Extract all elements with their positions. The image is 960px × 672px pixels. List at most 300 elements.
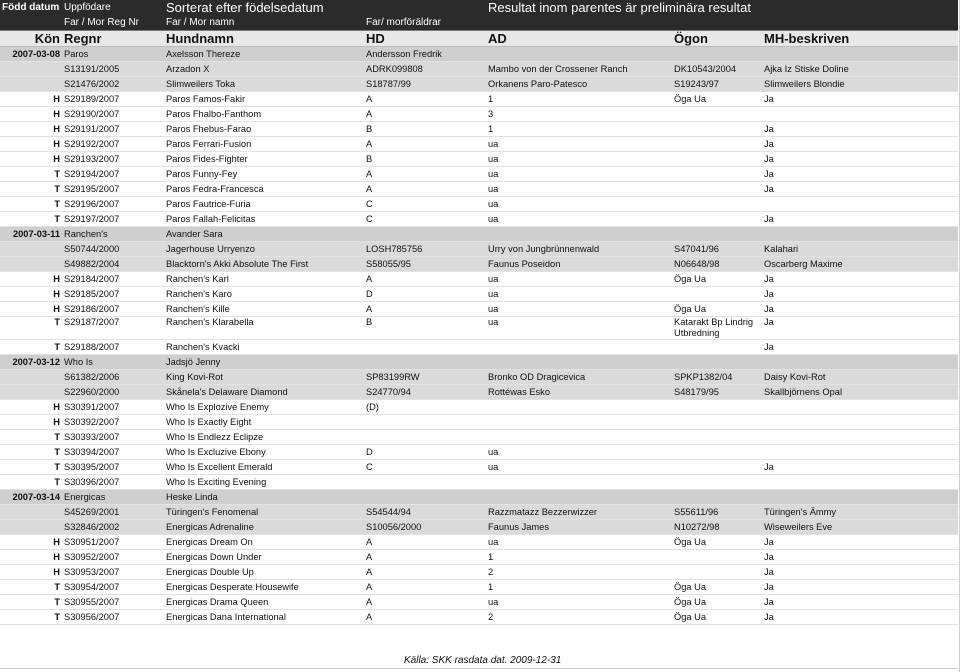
table-cell: 2007-03-12 bbox=[0, 354, 62, 369]
column-header: HD bbox=[364, 30, 486, 46]
table-cell: ua bbox=[486, 151, 672, 166]
table-cell bbox=[0, 76, 62, 91]
table-cell: S29193/2007 bbox=[62, 151, 164, 166]
table-cell: S29189/2007 bbox=[62, 91, 164, 106]
table-cell: Skånela's Delaware Diamond bbox=[164, 384, 364, 399]
table-cell: T bbox=[0, 609, 62, 624]
table-cell: N06648/98 bbox=[672, 256, 762, 271]
table-cell: 2 bbox=[486, 564, 672, 579]
table-cell: T bbox=[0, 196, 62, 211]
table-cell: Ranchen's Kille bbox=[164, 301, 364, 316]
table-cell: T bbox=[0, 444, 62, 459]
table-cell: Slimweilers Toka bbox=[164, 76, 364, 91]
litter-row bbox=[0, 46, 958, 61]
header-row-3 bbox=[0, 30, 958, 46]
table-cell: Who Is Endlezz Eclipze bbox=[164, 429, 364, 444]
table-cell: ua bbox=[486, 271, 672, 286]
table-row bbox=[0, 166, 958, 181]
table-cell: Öga Ua bbox=[672, 609, 762, 624]
table-cell: Ja bbox=[762, 534, 958, 549]
table-row bbox=[0, 151, 958, 166]
table-cell: Ja bbox=[762, 136, 958, 151]
table-cell: S32846/2002 bbox=[62, 519, 164, 534]
table-cell: King Kovi-Rot bbox=[164, 369, 364, 384]
column-header: Hundnamn bbox=[164, 30, 364, 46]
column-header: Regnr bbox=[62, 30, 164, 46]
table-cell: S29186/2007 bbox=[62, 301, 164, 316]
table-cell: Energicas Dana International bbox=[164, 609, 364, 624]
table-cell: H bbox=[0, 106, 62, 121]
table-cell: Paros Famos-Fakir bbox=[164, 91, 364, 106]
table-cell: Urry von Jungbrünnenwald bbox=[486, 241, 672, 256]
table-cell: A bbox=[364, 91, 486, 106]
table-cell bbox=[672, 106, 762, 121]
table-cell: Ranchen's Klarabella bbox=[164, 316, 364, 339]
table-cell bbox=[364, 489, 486, 504]
table-cell: Ja bbox=[762, 459, 958, 474]
table-cell bbox=[762, 226, 958, 241]
table-cell: ua bbox=[486, 444, 672, 459]
table-cell: A bbox=[364, 301, 486, 316]
table-cell: A bbox=[364, 594, 486, 609]
table-cell bbox=[672, 121, 762, 136]
table-cell: Paros Fhebus-Farao bbox=[164, 121, 364, 136]
table-cell: Öga Ua bbox=[672, 271, 762, 286]
table-cell: H bbox=[0, 399, 62, 414]
table-cell: Energicas bbox=[62, 489, 164, 504]
table-cell: A bbox=[364, 271, 486, 286]
table-cell: T bbox=[0, 429, 62, 444]
table-cell: Paros Fides-Fighter bbox=[164, 151, 364, 166]
table-cell: DK10543/2004 bbox=[672, 61, 762, 76]
table-cell: T bbox=[0, 181, 62, 196]
table-cell: H bbox=[0, 91, 62, 106]
table-cell: Jagerhouse Urryenzo bbox=[164, 241, 364, 256]
table-cell: S29194/2007 bbox=[62, 166, 164, 181]
header-cell bbox=[0, 16, 62, 30]
table-cell: S30954/2007 bbox=[62, 579, 164, 594]
table-row bbox=[0, 181, 958, 196]
table-cell: T bbox=[0, 459, 62, 474]
table-cell: Ranchen's bbox=[62, 226, 164, 241]
table-cell: A bbox=[364, 166, 486, 181]
table-cell: S29192/2007 bbox=[62, 136, 164, 151]
parent-row bbox=[0, 504, 958, 519]
table-cell bbox=[486, 429, 672, 444]
column-header: AD bbox=[486, 30, 672, 46]
table-cell: S29190/2007 bbox=[62, 106, 164, 121]
table-cell bbox=[672, 354, 762, 369]
table-cell: Paros bbox=[62, 46, 164, 61]
table-cell bbox=[672, 399, 762, 414]
table-cell bbox=[486, 414, 672, 429]
table-cell: Öga Ua bbox=[672, 301, 762, 316]
table-row bbox=[0, 579, 958, 594]
table-cell: C bbox=[364, 459, 486, 474]
table-cell: Who Is bbox=[62, 354, 164, 369]
table-cell: Ajka Iz Stiske Doline bbox=[762, 61, 958, 76]
table-cell: S29191/2007 bbox=[62, 121, 164, 136]
table-cell: A bbox=[364, 564, 486, 579]
table-cell: Energicas Dream On bbox=[164, 534, 364, 549]
table-cell: 2 bbox=[486, 609, 672, 624]
table-cell bbox=[672, 181, 762, 196]
table-cell bbox=[672, 474, 762, 489]
table-cell: Wiseweilers Eve bbox=[762, 519, 958, 534]
header-cell: Uppfödare bbox=[62, 0, 164, 16]
table-cell: S30394/2007 bbox=[62, 444, 164, 459]
table-cell: H bbox=[0, 534, 62, 549]
column-header: Kön bbox=[0, 30, 62, 46]
table-cell: S29195/2007 bbox=[62, 181, 164, 196]
table-cell: C bbox=[364, 211, 486, 226]
table-cell: Avander Sara bbox=[164, 226, 364, 241]
table-cell bbox=[762, 354, 958, 369]
header-result-note: Resultat inom parentes är preliminära resultat bbox=[486, 0, 958, 16]
table-cell: B bbox=[364, 151, 486, 166]
table-cell: Ranchen's Karl bbox=[164, 271, 364, 286]
table-row bbox=[0, 609, 958, 624]
table-cell: Jadsjö Jenny bbox=[164, 354, 364, 369]
table-cell bbox=[672, 489, 762, 504]
table-cell: Ja bbox=[762, 271, 958, 286]
table-cell: H bbox=[0, 549, 62, 564]
table-cell bbox=[672, 339, 762, 354]
table-cell: Orkanens Paro-Patesco bbox=[486, 76, 672, 91]
table-cell: 2007-03-14 bbox=[0, 489, 62, 504]
table-cell: ua bbox=[486, 534, 672, 549]
table-cell: S13191/2005 bbox=[62, 61, 164, 76]
table-cell: ua bbox=[486, 301, 672, 316]
column-header: MH-beskriven bbox=[762, 30, 958, 46]
table-cell bbox=[486, 226, 672, 241]
table-cell: Öga Ua bbox=[672, 579, 762, 594]
table-cell: S10056/2000 bbox=[364, 519, 486, 534]
table-cell: S22960/2000 bbox=[62, 384, 164, 399]
table-cell: Paros Fallah-Felicitas bbox=[164, 211, 364, 226]
table-cell: S30391/2007 bbox=[62, 399, 164, 414]
table-cell: S29187/2007 bbox=[62, 316, 164, 339]
table-cell bbox=[486, 46, 672, 61]
header-cell: Född datum bbox=[0, 0, 62, 16]
table-cell bbox=[486, 339, 672, 354]
table-cell: Türingen's Fenomenal bbox=[164, 504, 364, 519]
table-cell: ua bbox=[486, 594, 672, 609]
source-footer: Källa: SKK rasdata dat. 2009-12-31 bbox=[404, 655, 562, 666]
table-cell: H bbox=[0, 136, 62, 151]
table-cell bbox=[672, 286, 762, 301]
table-cell: A bbox=[364, 181, 486, 196]
table-row bbox=[0, 339, 958, 354]
table-cell: Ja bbox=[762, 91, 958, 106]
table-cell bbox=[672, 136, 762, 151]
parent-row bbox=[0, 61, 958, 76]
litter-row bbox=[0, 489, 958, 504]
table-row bbox=[0, 316, 958, 339]
header-row-1 bbox=[0, 0, 958, 16]
table-cell: S58055/95 bbox=[364, 256, 486, 271]
table-cell: ua bbox=[486, 286, 672, 301]
table-cell: A bbox=[364, 136, 486, 151]
table-cell bbox=[762, 489, 958, 504]
table-cell bbox=[762, 429, 958, 444]
table-cell: ua bbox=[486, 181, 672, 196]
table-cell: T bbox=[0, 474, 62, 489]
parent-row bbox=[0, 369, 958, 384]
table-cell: Skallbjörnens Opal bbox=[762, 384, 958, 399]
table-cell: H bbox=[0, 151, 62, 166]
table-cell: S30396/2007 bbox=[62, 474, 164, 489]
table-cell: Ja bbox=[762, 181, 958, 196]
table-cell: A bbox=[364, 579, 486, 594]
table-cell: H bbox=[0, 271, 62, 286]
table-cell bbox=[672, 166, 762, 181]
table-cell: S29196/2007 bbox=[62, 196, 164, 211]
table-cell bbox=[762, 106, 958, 121]
table-cell bbox=[672, 211, 762, 226]
table-cell: Blacktorn's Akki Absolute The First bbox=[164, 256, 364, 271]
table-cell: T bbox=[0, 211, 62, 226]
table-cell: SP83199RW bbox=[364, 369, 486, 384]
table-cell bbox=[672, 46, 762, 61]
footer-divider bbox=[0, 668, 958, 669]
table-cell: B bbox=[364, 121, 486, 136]
table-cell: T bbox=[0, 594, 62, 609]
table-row bbox=[0, 301, 958, 316]
table-cell: S47041/96 bbox=[672, 241, 762, 256]
table-cell: Paros Fhalbo-Fanthom bbox=[164, 106, 364, 121]
header-cell: Far/ morföräldrar bbox=[364, 16, 958, 30]
table-cell: S30955/2007 bbox=[62, 594, 164, 609]
column-header: Ögon bbox=[672, 30, 762, 46]
table-cell bbox=[762, 46, 958, 61]
table-cell bbox=[0, 241, 62, 256]
table-cell: S50744/2000 bbox=[62, 241, 164, 256]
table-row bbox=[0, 549, 958, 564]
parent-row bbox=[0, 241, 958, 256]
table-cell: Razzmatazz Bezzerwizzer bbox=[486, 504, 672, 519]
table-cell bbox=[762, 399, 958, 414]
table-cell: Energicas Desperate Housewife bbox=[164, 579, 364, 594]
table-cell: N10272/98 bbox=[672, 519, 762, 534]
table-cell: Ja bbox=[762, 339, 958, 354]
table-cell: H bbox=[0, 301, 62, 316]
table-cell: D bbox=[364, 444, 486, 459]
table-cell: Oscarberg Maxime bbox=[762, 256, 958, 271]
table-cell: S30395/2007 bbox=[62, 459, 164, 474]
table-cell: Ranchen's Kvacki bbox=[164, 339, 364, 354]
table-cell: Ja bbox=[762, 579, 958, 594]
table-cell: Andersson Fredrik bbox=[364, 46, 486, 61]
table-cell: S45269/2001 bbox=[62, 504, 164, 519]
table-cell bbox=[672, 429, 762, 444]
table-cell: ua bbox=[486, 211, 672, 226]
table-row bbox=[0, 271, 958, 286]
table-cell: ADRK099808 bbox=[364, 61, 486, 76]
table-cell bbox=[672, 549, 762, 564]
table-cell: Ja bbox=[762, 549, 958, 564]
table-cell bbox=[364, 414, 486, 429]
table-row bbox=[0, 121, 958, 136]
table-cell: Kalahari bbox=[762, 241, 958, 256]
table-cell: S29184/2007 bbox=[62, 271, 164, 286]
table-row bbox=[0, 136, 958, 151]
table-row bbox=[0, 429, 958, 444]
table-cell: Slimweilers Blondie bbox=[762, 76, 958, 91]
table-cell: Ja bbox=[762, 211, 958, 226]
table-cell: Ranchen's Karo bbox=[164, 286, 364, 301]
table-cell bbox=[672, 226, 762, 241]
table-cell: Ja bbox=[762, 609, 958, 624]
parent-row bbox=[0, 519, 958, 534]
table-cell: SPKP1382/04 bbox=[672, 369, 762, 384]
table-cell: Ja bbox=[762, 286, 958, 301]
table-row bbox=[0, 211, 958, 226]
table-cell bbox=[0, 256, 62, 271]
table-cell: S30392/2007 bbox=[62, 414, 164, 429]
table-row bbox=[0, 564, 958, 579]
table-cell bbox=[672, 414, 762, 429]
table-cell: D bbox=[364, 286, 486, 301]
table-cell: Axelsson Thereze bbox=[164, 46, 364, 61]
table-cell bbox=[0, 504, 62, 519]
table-cell: Ja bbox=[762, 301, 958, 316]
table-row bbox=[0, 196, 958, 211]
table-cell: Faunus Poseidon bbox=[486, 256, 672, 271]
table-cell: Türingen's Ämmy bbox=[762, 504, 958, 519]
table-cell bbox=[672, 196, 762, 211]
table-cell: Ja bbox=[762, 121, 958, 136]
table-cell: S30956/2007 bbox=[62, 609, 164, 624]
table-cell: Who Is Exciting Evening bbox=[164, 474, 364, 489]
table-cell bbox=[672, 444, 762, 459]
table-cell: Who Is Excellent Emerald bbox=[164, 459, 364, 474]
table-cell: T bbox=[0, 316, 62, 339]
table-cell: H bbox=[0, 121, 62, 136]
table-row bbox=[0, 106, 958, 121]
table-cell bbox=[486, 474, 672, 489]
table-cell: H bbox=[0, 414, 62, 429]
table-cell: LOSH785756 bbox=[364, 241, 486, 256]
table-cell: 2007-03-11 bbox=[0, 226, 62, 241]
table-row bbox=[0, 286, 958, 301]
table-body bbox=[0, 46, 958, 624]
table-cell: A bbox=[364, 106, 486, 121]
table-cell bbox=[762, 414, 958, 429]
table-cell bbox=[364, 354, 486, 369]
table-cell: S29197/2007 bbox=[62, 211, 164, 226]
table-cell: S30951/2007 bbox=[62, 534, 164, 549]
table-cell: Ja bbox=[762, 316, 958, 339]
header-cell: Far / Mor namn bbox=[164, 16, 364, 30]
table-cell: ua bbox=[486, 316, 672, 339]
table-cell: Öga Ua bbox=[672, 534, 762, 549]
table-cell bbox=[672, 459, 762, 474]
table-cell: Heske Linda bbox=[164, 489, 364, 504]
table-cell bbox=[672, 564, 762, 579]
parent-row bbox=[0, 256, 958, 271]
table-row bbox=[0, 459, 958, 474]
table-cell: Energicas Down Under bbox=[164, 549, 364, 564]
table-cell: 1 bbox=[486, 91, 672, 106]
table-cell: S18787/99 bbox=[364, 76, 486, 91]
table-cell: Paros Fedra-Francesca bbox=[164, 181, 364, 196]
table-cell: Öga Ua bbox=[672, 91, 762, 106]
table-cell: Energicas Drama Queen bbox=[164, 594, 364, 609]
table-cell: Paros Fautrice-Furia bbox=[164, 196, 364, 211]
table-row bbox=[0, 444, 958, 459]
table-cell: (D) bbox=[364, 399, 486, 414]
parent-row bbox=[0, 76, 958, 91]
table-cell: Ja bbox=[762, 594, 958, 609]
table-cell: 1 bbox=[486, 549, 672, 564]
table-cell: B bbox=[364, 316, 486, 339]
table-cell: Energicas Adrenaline bbox=[164, 519, 364, 534]
table-cell: Faunus James bbox=[486, 519, 672, 534]
table-cell: S61382/2006 bbox=[62, 369, 164, 384]
table-cell: S21476/2002 bbox=[62, 76, 164, 91]
table-cell: 1 bbox=[486, 121, 672, 136]
table-cell bbox=[0, 61, 62, 76]
table-cell: Energicas Double Up bbox=[164, 564, 364, 579]
table-cell bbox=[762, 444, 958, 459]
table-cell: S30953/2007 bbox=[62, 564, 164, 579]
table-cell: Öga Ua bbox=[672, 594, 762, 609]
table-row bbox=[0, 91, 958, 106]
table-cell: S29188/2007 bbox=[62, 339, 164, 354]
table-cell: 2007-03-08 bbox=[0, 46, 62, 61]
table-cell: Rottéwas Esko bbox=[486, 384, 672, 399]
table-cell: A bbox=[364, 609, 486, 624]
table-cell: S30393/2007 bbox=[62, 429, 164, 444]
table-cell bbox=[762, 474, 958, 489]
table-row bbox=[0, 399, 958, 414]
table-cell: S49882/2004 bbox=[62, 256, 164, 271]
table-cell: S24770/94 bbox=[364, 384, 486, 399]
table-cell: ua bbox=[486, 166, 672, 181]
table-cell: S54544/94 bbox=[364, 504, 486, 519]
table-cell: T bbox=[0, 579, 62, 594]
table-cell: C bbox=[364, 196, 486, 211]
table-cell: Paros Funny-Fey bbox=[164, 166, 364, 181]
table-row bbox=[0, 414, 958, 429]
table-cell: S29185/2007 bbox=[62, 286, 164, 301]
table-cell bbox=[486, 489, 672, 504]
header-sort-note: Sorterat efter födelsedatum bbox=[164, 0, 486, 16]
litter-row bbox=[0, 354, 958, 369]
table-cell: Paros Ferrari-Fusion bbox=[164, 136, 364, 151]
header-cell: Far / Mor Reg Nr bbox=[62, 16, 164, 30]
table-cell bbox=[486, 354, 672, 369]
table-cell: 3 bbox=[486, 106, 672, 121]
table-cell: Ja bbox=[762, 564, 958, 579]
table-cell: ua bbox=[486, 196, 672, 211]
table-cell bbox=[364, 429, 486, 444]
table-cell bbox=[364, 226, 486, 241]
table-row bbox=[0, 534, 958, 549]
table-cell: Arzadon X bbox=[164, 61, 364, 76]
table-row bbox=[0, 474, 958, 489]
table-cell: Mambo von der Crossener Ranch bbox=[486, 61, 672, 76]
table-cell: ua bbox=[486, 459, 672, 474]
header-row-2 bbox=[0, 16, 958, 30]
table-cell: T bbox=[0, 339, 62, 354]
table-cell: Bronko OD Dragicevica bbox=[486, 369, 672, 384]
table-cell: S55611/96 bbox=[672, 504, 762, 519]
table-cell: Who Is Exactly Eight bbox=[164, 414, 364, 429]
table-cell: S48179/95 bbox=[672, 384, 762, 399]
table-cell: T bbox=[0, 166, 62, 181]
